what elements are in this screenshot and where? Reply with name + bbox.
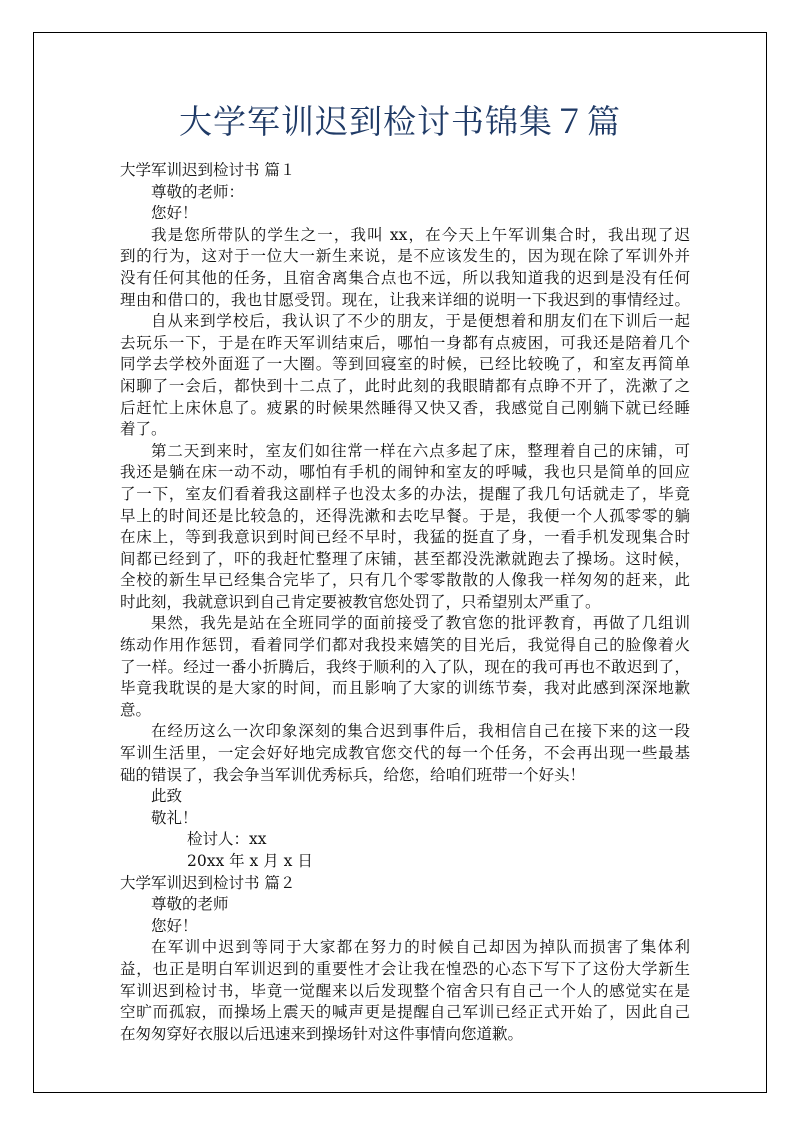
greeting: 您好！ <box>151 916 198 935</box>
paragraph <box>120 311 690 441</box>
signer: 检讨人：xx <box>187 830 267 849</box>
text-line: 空旷而孤寂，而操场上震天的喊声更是提醒自己军训已经正式开始了，因此自己 <box>120 1003 690 1022</box>
text-line: 在经历这么一次印象深刻的集合迟到事件后，我相信自己在接下来的这一段 <box>151 722 690 741</box>
text-line: 去玩乐一下，于是在昨天军训结束后，哪怕一身都有点疲困，可我还是陪着几个 <box>120 333 690 352</box>
document-title: 大学军训迟到检讨书锦集７篇 <box>179 102 621 141</box>
text-line: 自从来到学校后，我认识了不少的朋友，于是便想着和朋友们在下训后一起 <box>151 312 690 331</box>
text-line: 础的错误了，我会争当军训优秀标兵，给您，给咱们班带一个好头！ <box>120 765 586 784</box>
text-line: 益，也正是明白军训迟到的重要性才会让我在惶恐的心态下写下了这份大学新生 <box>120 959 690 978</box>
text-line: 间都已经到了，吓的我赶忙整理了床铺，甚至都没洗漱就跑去了操场。这时候， <box>120 549 690 568</box>
text-line: 后赶忙上床休息了。疲累的时候果然睡得又快又香，我感觉自己刚躺下就已经睡 <box>120 398 690 417</box>
paragraph <box>120 225 690 311</box>
text-line: 没有任何其他的任务，且宿舍离集合点也不远，所以我知道我的迟到是没有任何 <box>120 268 690 287</box>
text-line: 在匆匆穿好衣服以后迅速来到操场针对这件事情向您道歉。 <box>120 1024 524 1043</box>
text-line: 时此刻，我就意识到自己肯定要被教官您处罚了，只希望别太严重了。 <box>120 592 601 611</box>
greeting: 您好！ <box>151 204 198 223</box>
text-line: 军训迟到检讨书，毕竟一觉醒来以后发现整个宿舍只有自己一个人的感觉实在是 <box>120 981 690 1000</box>
closing-line: 此致 <box>151 787 183 806</box>
text-line: 我是您所带队的学生之一，我叫 xx，在今天上午军训集合时，我出现了迟 <box>151 225 690 244</box>
text-line: 毕竟我耽误的是大家的时间，而且影响了大家的训练节奏，我对此感到深深地歉 <box>120 679 690 698</box>
text-line: 着了。 <box>120 420 167 439</box>
paragraph <box>120 441 690 614</box>
date: 20xx 年 x 月 x 日 <box>187 852 313 870</box>
paragraph <box>120 613 690 721</box>
document-body <box>120 160 690 1045</box>
text-line: 了一样。经过一番小折腾后，我终于顺利的入了队，现在的我可再也不敢迟到了， <box>120 657 690 676</box>
text-line: 意。 <box>120 700 152 719</box>
text-line: 早上的时间还是比较急的，还得洗漱和去吃早餐。于是，我便一个人孤零零的躺 <box>120 506 690 525</box>
text-line: 在军训中迟到等同于大家都在努力的时候自己却因为掉队而损害了集体利 <box>151 938 690 957</box>
text-line: 第二天到来时，室友们如往常一样在六点多起了床，整理着自己的床铺，可 <box>151 441 690 460</box>
text-line: 全校的新生早已经集合完毕了，只有几个零零散散的人像我一样匆匆的赶来，此 <box>120 571 690 590</box>
text-line: 了一下，室友们看着我这副样子也没太多的办法，提醒了我几句话就走了，毕竟 <box>120 484 690 503</box>
text-line: 我还是躺在床一动不动，哪怕有手机的闹钟和室友的呼喊，我也只是简单的回应 <box>120 463 690 482</box>
paragraph <box>120 721 690 786</box>
text-line: 在床上，等到我意识到时间已经不早时，我猛的挺直了身，一看手机发现集合时 <box>120 528 690 547</box>
text-line: 理由和借口的，我也甘愿受罚。现在，让我来详细的说明一下我迟到的事情经过。 <box>120 290 690 309</box>
section-heading: 大学军训迟到检讨书 篇２ <box>120 873 296 892</box>
text-line: 到的行为，这对于一位大一新生来说，是不应该发生的，因为现在除了军训外并 <box>120 247 690 266</box>
paragraph <box>120 937 690 1045</box>
section-heading: 大学军训迟到检讨书 篇１ <box>120 161 296 179</box>
salutation: 尊敬的老师： <box>151 182 245 201</box>
text-line: 同学去学校外面逛了一大圈。等到回寝室的时候，已经比较晚了，和室友再简单 <box>120 355 690 374</box>
salutation: 尊敬的老师 <box>151 895 229 914</box>
text-line: 闲聊了一会后，都快到十二点了，此时此刻的我眼睛都有点睁不开了，洗漱了之 <box>120 376 690 395</box>
text-line: 军训生活里，一定会好好地完成教官您交代的每一个任务，不会再出现一些最基 <box>120 744 690 763</box>
text-line: 练动作用作惩罚，看着同学们都对我投来嬉笑的目光后，我觉得自己的脸像着火 <box>120 636 690 655</box>
closing-line: 敬礼！ <box>151 808 198 827</box>
text-line: 果然，我先是站在全班同学的面前接受了教官您的批评教育，再做了几组训 <box>151 614 690 633</box>
